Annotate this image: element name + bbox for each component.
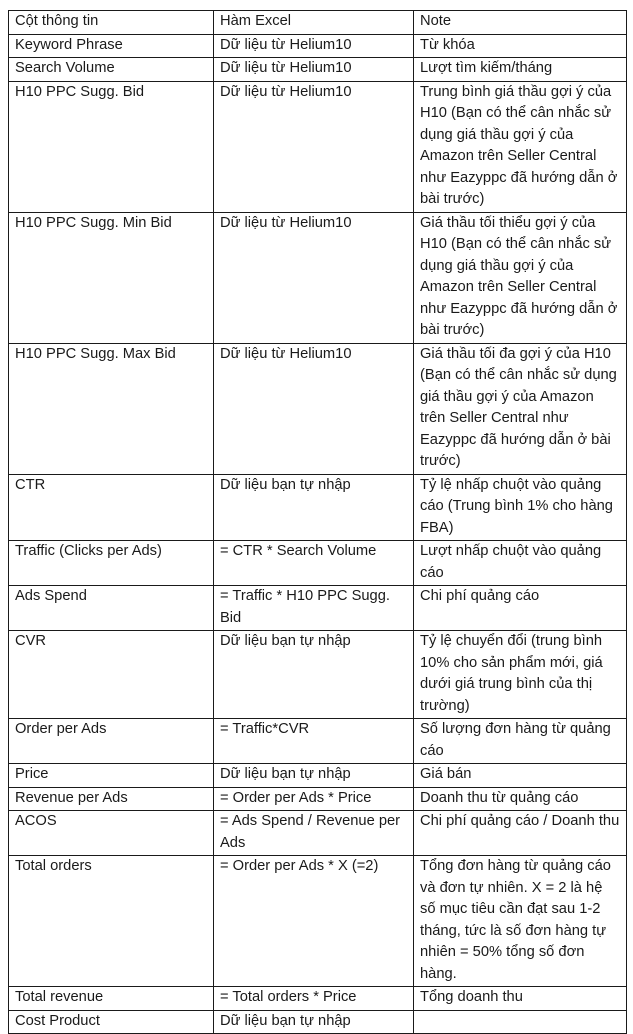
table-cell: Total orders (9, 856, 214, 987)
table-cell: Trung bình giá thầu gợi ý của H10 (Bạn có thể cân nhắc sử dụng giá thầu gợi ý của Amazon trên Seller Central như Eazyppc đã hướng dẫn ở bài trước) (414, 81, 627, 212)
table-cell: Revenue per Ads (9, 787, 214, 811)
table-cell: H10 PPC Sugg. Min Bid (9, 212, 214, 343)
table-row (9, 58, 627, 82)
table-cell: Dữ liệu từ Helium10 (214, 58, 414, 82)
table-cell: ACOS (9, 811, 214, 856)
table-cell: Dữ liệu từ Helium10 (214, 212, 414, 343)
table-cell (414, 1010, 627, 1034)
table-row (9, 631, 627, 719)
header-cell: Note (414, 11, 627, 35)
table-cell: = Total orders * Price (214, 987, 414, 1011)
table-cell: Dữ liệu từ Helium10 (214, 81, 414, 212)
table-cell: Dữ liệu bạn tự nhập (214, 1010, 414, 1034)
table-cell: Giá thầu tối thiểu gợi ý của H10 (Bạn có thể cân nhắc sử dụng giá thầu gợi ý của Amazon trên Seller Central như Eazyppc đã hướng dẫn ở bài trước) (414, 212, 627, 343)
table-cell: = Order per Ads * X (=2) (214, 856, 414, 987)
table-cell: Từ khóa (414, 34, 627, 58)
table-cell: Price (9, 764, 214, 788)
table-row (9, 856, 627, 987)
table-row (9, 987, 627, 1011)
table-row (9, 474, 627, 541)
table-row (9, 586, 627, 631)
table-row (9, 343, 627, 474)
table-cell: Order per Ads (9, 719, 214, 764)
table-row (9, 81, 627, 212)
table-row (9, 719, 627, 764)
table-cell: Dữ liệu bạn tự nhập (214, 474, 414, 541)
table-cell: = CTR * Search Volume (214, 541, 414, 586)
table-body (9, 34, 627, 1034)
table-cell: Dữ liệu bạn tự nhập (214, 764, 414, 788)
table-cell: = Order per Ads * Price (214, 787, 414, 811)
excel-columns-info-table (8, 10, 627, 1034)
table-cell: CTR (9, 474, 214, 541)
table-cell: Dữ liệu từ Helium10 (214, 343, 414, 474)
table-cell: Ads Spend (9, 586, 214, 631)
table-cell: Tổng đơn hàng từ quảng cáo và đơn tự nhiên. X = 2 là hệ số mục tiêu cần đạt sau 1-2 tháng, tức là số đơn hàng tự nhiên = 50% tổng số đơn hàng. (414, 856, 627, 987)
table-row (9, 1010, 627, 1034)
table-row (9, 787, 627, 811)
table-row (9, 811, 627, 856)
table-row (9, 541, 627, 586)
header-row (9, 11, 627, 35)
table-cell: Chi phí quảng cáo / Doanh thu (414, 811, 627, 856)
table-row (9, 212, 627, 343)
table-row (9, 764, 627, 788)
table-cell: Keyword Phrase (9, 34, 214, 58)
table-cell: Giá bán (414, 764, 627, 788)
table-cell: Giá thầu tối đa gợi ý của H10 (Bạn có thể cân nhắc sử dụng giá thầu gợi ý của Amazon trên Seller Central như Eazyppc đã hướng dẫn ở bài trước) (414, 343, 627, 474)
table-cell: Search Volume (9, 58, 214, 82)
table-cell: Tỷ lệ chuyển đổi (trung bình 10% cho sản phẩm mới, giá dưới giá trung bình của thị trường) (414, 631, 627, 719)
table-cell: Tỷ lệ nhấp chuột vào quảng cáo (Trung bình 1% cho hàng FBA) (414, 474, 627, 541)
table-cell: H10 PPC Sugg. Bid (9, 81, 214, 212)
table-row (9, 34, 627, 58)
table-cell: Tổng doanh thu (414, 987, 627, 1011)
table-cell: Lượt nhấp chuột vào quảng cáo (414, 541, 627, 586)
table-cell: = Traffic*CVR (214, 719, 414, 764)
table-cell: Dữ liệu từ Helium10 (214, 34, 414, 58)
table-cell: Total revenue (9, 987, 214, 1011)
table-cell: Số lượng đơn hàng từ quảng cáo (414, 719, 627, 764)
table-cell: Dữ liệu bạn tự nhập (214, 631, 414, 719)
table-cell: Doanh thu từ quảng cáo (414, 787, 627, 811)
table-header (9, 11, 627, 35)
table-cell: Cost Product (9, 1010, 214, 1034)
table-cell: Traffic (Clicks per Ads) (9, 541, 214, 586)
table-cell: CVR (9, 631, 214, 719)
table-cell: = Ads Spend / Revenue per Ads (214, 811, 414, 856)
table-cell: Lượt tìm kiếm/tháng (414, 58, 627, 82)
header-cell: Hàm Excel (214, 11, 414, 35)
header-cell: Cột thông tin (9, 11, 214, 35)
table-cell: = Traffic * H10 PPC Sugg. Bid (214, 586, 414, 631)
table-cell: Chi phí quảng cáo (414, 586, 627, 631)
table-cell: H10 PPC Sugg. Max Bid (9, 343, 214, 474)
